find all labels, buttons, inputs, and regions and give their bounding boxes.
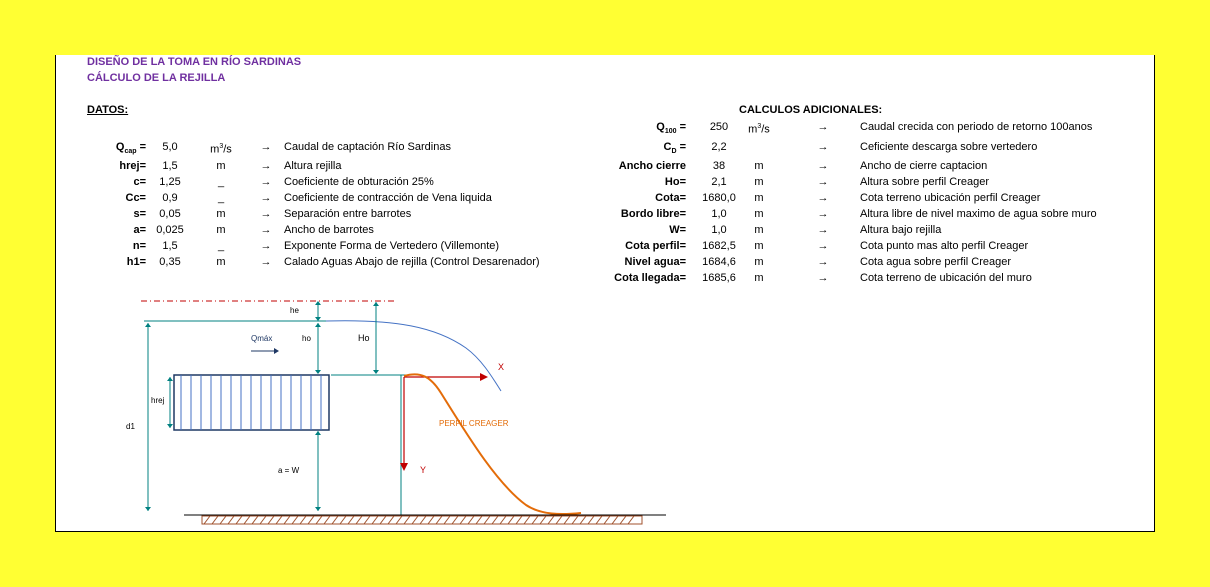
- qmax-arrowhead: [274, 348, 279, 354]
- arrow-icon: →: [817, 256, 829, 268]
- datos-row-unit: m: [216, 208, 226, 220]
- datos-row-label: h1=: [126, 256, 146, 268]
- datos-row-value: 0,05: [159, 208, 181, 220]
- adicionales-row-desc: Cota agua sobre perfil Creager: [860, 256, 1012, 268]
- arrow-icon: →: [817, 224, 829, 236]
- adicionales-row-label: $Q_{100}$ =: [656, 121, 686, 136]
- arrow-icon: →: [817, 121, 829, 133]
- datos-row-desc: Calado Aguas Abajo de rejilla (Control Desarenador): [284, 256, 540, 268]
- datos-row-unit: _: [217, 192, 225, 204]
- adicionales-header: CALCULOS ADICIONALES:: [739, 104, 883, 116]
- adicionales-row-desc: Altura bajo rejilla: [860, 224, 942, 236]
- datos-row-label: $Q_{cap}$ =: [115, 141, 146, 156]
- Ho-label: Ho: [358, 333, 370, 343]
- adicionales-row-label: W=: [669, 224, 686, 236]
- datos-row-unit: m: [216, 256, 226, 268]
- arrow-icon: →: [817, 141, 829, 153]
- adicionales-row-desc: Caudal crecida con periodo de retorno 100anos: [860, 121, 1093, 133]
- arrow-icon: →: [260, 160, 272, 172]
- adicionales-row-value: 1680,0: [702, 192, 736, 204]
- title-line-1: DISEÑO DE LA TOMA EN RÍO SARDINAS: [87, 56, 302, 68]
- adicionales-row: [56, 238, 1156, 254]
- adicionales-row-label: Ancho cierre: [618, 160, 686, 172]
- datos-row-unit: $m^3/s$: [210, 143, 232, 156]
- adicionales-row: [56, 222, 1156, 238]
- adicionales-row-desc: Cota terreno ubicación perfil Creager: [860, 192, 1041, 204]
- adicionales-row-desc: Altura libre de nivel maximo de agua sobre muro: [860, 208, 1097, 220]
- adicionales-row-value: 1,0: [711, 224, 727, 236]
- adicionales-row-label: Cota perfil=: [625, 240, 686, 252]
- datos-row-desc: Coeficiente de contracción de Vena liquida: [284, 192, 492, 204]
- y-axis-label: Y: [420, 465, 427, 475]
- arrow-icon: →: [260, 224, 272, 236]
- rejilla-bars: [181, 375, 321, 430]
- arrow-icon: →: [817, 176, 829, 188]
- adicionales-row: [56, 190, 1156, 206]
- adicionales-row-unit: m: [754, 240, 764, 252]
- datos-row-unit: m: [216, 160, 226, 172]
- datos-row-value: 1,5: [162, 240, 178, 252]
- arrow-icon: →: [260, 192, 272, 204]
- datos-row-label: Cc=: [125, 192, 146, 204]
- datos-row-unit: _: [217, 176, 225, 188]
- datos-row-unit: m: [216, 224, 226, 236]
- adicionales-row-label: Ho=: [664, 176, 686, 188]
- arrow-icon: →: [260, 256, 272, 268]
- adicionales-row-label: Bordo libre=: [620, 208, 686, 220]
- adicionales-row-label: Cota=: [655, 192, 686, 204]
- adicionales-row-value: 38: [712, 160, 726, 172]
- datos-row-desc: Exponente Forma de Vertedero (Villemonte): [284, 240, 500, 252]
- adicionales-row-desc: Cota terreno de ubicación del muro: [860, 272, 1032, 284]
- adicionales-row-desc: Ceficiente descarga sobre vertedero: [860, 141, 1038, 153]
- worksheet: [55, 55, 1155, 532]
- adicionales-row-desc: Altura sobre perfil Creager: [860, 176, 990, 188]
- datos-row-value: 0,35: [159, 256, 181, 268]
- ho-small-label: ho: [302, 334, 311, 343]
- perfil-creager-label: PERFIL CREAGER: [439, 419, 509, 428]
- datos-row-label: s=: [133, 208, 146, 220]
- x-axis-label: X: [498, 362, 505, 372]
- adicionales-row-value: 1685,6: [702, 272, 736, 284]
- adicionales-row-unit: m: [754, 176, 764, 188]
- he-label: he: [290, 306, 299, 315]
- arrow-icon: →: [260, 141, 272, 153]
- datos-row-value: 0,025: [156, 224, 184, 236]
- d1-label: d1: [126, 422, 135, 431]
- datos-row-value: 1,25: [159, 176, 181, 188]
- adicionales-row-value: 1682,5: [702, 240, 736, 252]
- datos-row-value: 1,5: [162, 160, 178, 172]
- adicionales-row: [56, 174, 1156, 190]
- adicionales-row: [56, 119, 1156, 135]
- aw-label: a = W: [278, 466, 300, 475]
- adicionales-row-label: Cota llegada=: [614, 272, 686, 284]
- datos-row-label: n=: [132, 240, 146, 252]
- adicionales-row-value: 1684,6: [702, 256, 736, 268]
- datos-row-label: c=: [133, 176, 146, 188]
- arrow-icon: →: [817, 192, 829, 204]
- intake-diagram: [126, 293, 676, 533]
- adicionales-row-desc: Ancho de cierre captacion: [860, 160, 988, 172]
- adicionales-row-unit: m: [754, 256, 764, 268]
- arrow-icon: →: [260, 208, 272, 220]
- adicionales-row-unit: m: [754, 192, 764, 204]
- adicionales-row: [56, 254, 1156, 270]
- datos-row-value: 0,9: [162, 192, 178, 204]
- datos-row-desc: Coeficiente de obturación 25%: [284, 176, 434, 188]
- datos-row-desc: Ancho de barrotes: [284, 224, 374, 236]
- adicionales-row-label: $C_D$ =: [663, 141, 686, 156]
- adicionales-row-unit: m: [754, 160, 764, 172]
- hrej-label: hrej: [151, 396, 165, 405]
- arrow-icon: →: [260, 176, 272, 188]
- adicionales-row-unit: m: [754, 272, 764, 284]
- adicionales-row-unit: m: [754, 208, 764, 220]
- water-surface-curve: [326, 321, 501, 391]
- adicionales-row-unit: m: [754, 224, 764, 236]
- datos-row-unit: _: [217, 240, 225, 252]
- creager-profile: [404, 374, 581, 514]
- qmax-label: Qmáx: [251, 334, 273, 343]
- adicionales-row-value: 250: [709, 121, 729, 133]
- ground-hatch: [202, 516, 642, 524]
- adicionales-row-unit: $m^3/s$: [748, 123, 770, 136]
- adicionales-row: [56, 139, 1156, 155]
- adicionales-row: [56, 206, 1156, 222]
- adicionales-row: [56, 270, 1156, 286]
- adicionales-row: [56, 158, 1156, 174]
- adicionales-row-label: Nivel agua=: [624, 256, 686, 268]
- arrow-icon: →: [817, 240, 829, 252]
- adicionales-row-value: 1,0: [711, 208, 727, 220]
- adicionales-row-value: 2,1: [711, 176, 727, 188]
- datos-row-label: hrej=: [119, 160, 146, 172]
- datos-row-desc: Separación entre barrotes: [284, 208, 412, 220]
- title-line-2: CÁLCULO DE LA REJILLA: [87, 72, 226, 84]
- datos-header: DATOS:: [87, 104, 129, 116]
- datos-row-label: a=: [133, 224, 146, 236]
- arrow-icon: →: [817, 208, 829, 220]
- datos-row-desc: Caudal de captación Río Sardinas: [284, 141, 451, 153]
- datos-row-desc: Altura rejilla: [284, 160, 342, 172]
- arrow-icon: →: [817, 160, 829, 172]
- datos-row-value: 5,0: [162, 141, 178, 153]
- arrow-icon: →: [817, 272, 829, 284]
- arrow-icon: →: [260, 240, 272, 252]
- adicionales-row-desc: Cota punto mas alto perfil Creager: [860, 240, 1029, 252]
- adicionales-row-value: 2,2: [711, 141, 727, 153]
